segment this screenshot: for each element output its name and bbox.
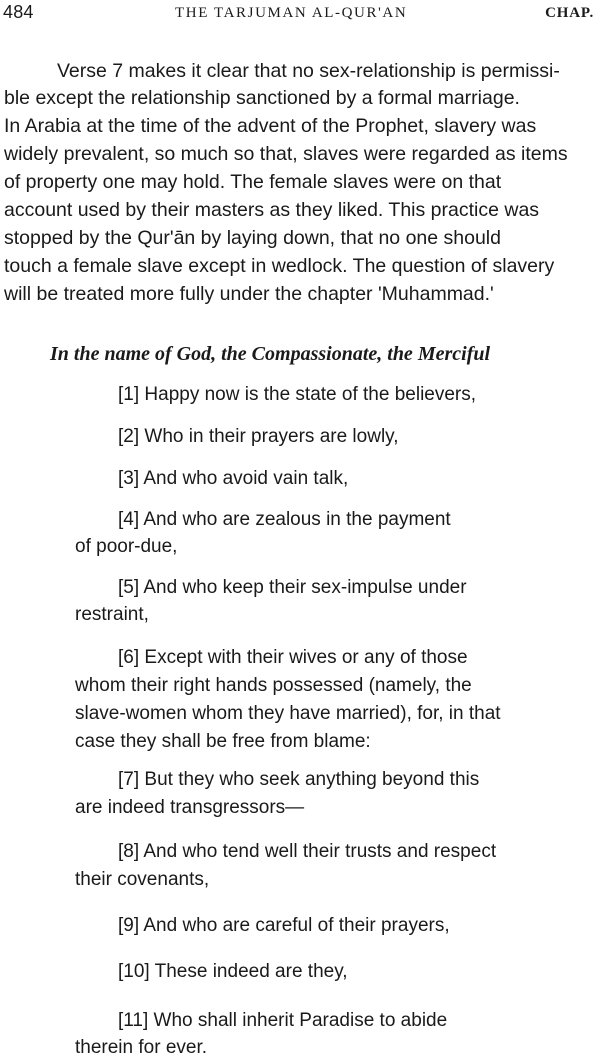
chapter-label: CHAP. xyxy=(545,5,594,21)
verse-line: of poor-due, xyxy=(75,536,178,557)
verse-line: [10] These indeed are they, xyxy=(118,961,348,982)
commentary-line: Verse 7 makes it clear that no sex-relationship is permissi- xyxy=(57,60,560,82)
verse-line: [3] And who avoid vain talk, xyxy=(118,468,349,489)
running-head xyxy=(0,2,600,26)
verse-line: therein for ever. xyxy=(75,1037,208,1058)
commentary-line: touch a female slave except in wedlock. The question of slavery xyxy=(4,255,555,277)
running-title: THE TARJUMAN AL-QUR'AN xyxy=(175,5,408,21)
commentary-line: In Arabia at the time of the advent of the Prophet, slavery was xyxy=(4,115,537,137)
commentary-line: stopped by the Qur'ān by laying down, that no one should xyxy=(4,227,501,249)
verse-line: [1] Happy now is the state of the believers, xyxy=(118,384,477,405)
commentary-line: of property one may hold. The female slaves were on that xyxy=(4,171,502,193)
commentary-line: will be treated more fully under the chapter 'Muhammad.' xyxy=(4,283,494,305)
verse-line: [11] Who shall inherit Paradise to abide xyxy=(118,1010,448,1031)
verse-line: [4] And who are zealous in the payment xyxy=(118,509,451,530)
verse-line: [2] Who in their prayers are lowly, xyxy=(118,426,399,447)
verse-line: case they shall be free from blame: xyxy=(75,731,371,752)
commentary-line: account used by their masters as they liked. This practice was xyxy=(4,199,540,221)
verse-line: slave-women whom they have married), for, in that xyxy=(75,703,501,724)
verse-line: their covenants, xyxy=(75,869,210,890)
verse-line: [5] And who keep their sex-impulse under xyxy=(118,577,467,598)
invocation-heading: In the name of God, the Compassionate, the Merciful xyxy=(50,343,491,365)
verse-line: are indeed transgressors— xyxy=(75,797,305,818)
page-number: 484 xyxy=(3,2,34,22)
verse-line: [9] And who are careful of their prayers, xyxy=(118,915,450,936)
verse-line: [7] But they who seek anything beyond this xyxy=(118,769,480,790)
verse-line: [6] Except with their wives or any of those xyxy=(118,647,468,668)
commentary-line: ble except the relationship sanctioned by a formal marriage. xyxy=(4,87,520,109)
verse-line: whom their right hands possessed (namely, the xyxy=(75,675,472,696)
verse-line: [8] And who tend well their trusts and respect xyxy=(118,841,497,862)
commentary-line: widely prevalent, so much so that, slaves were regarded as items xyxy=(4,143,568,165)
verse-line: restraint, xyxy=(75,604,149,625)
